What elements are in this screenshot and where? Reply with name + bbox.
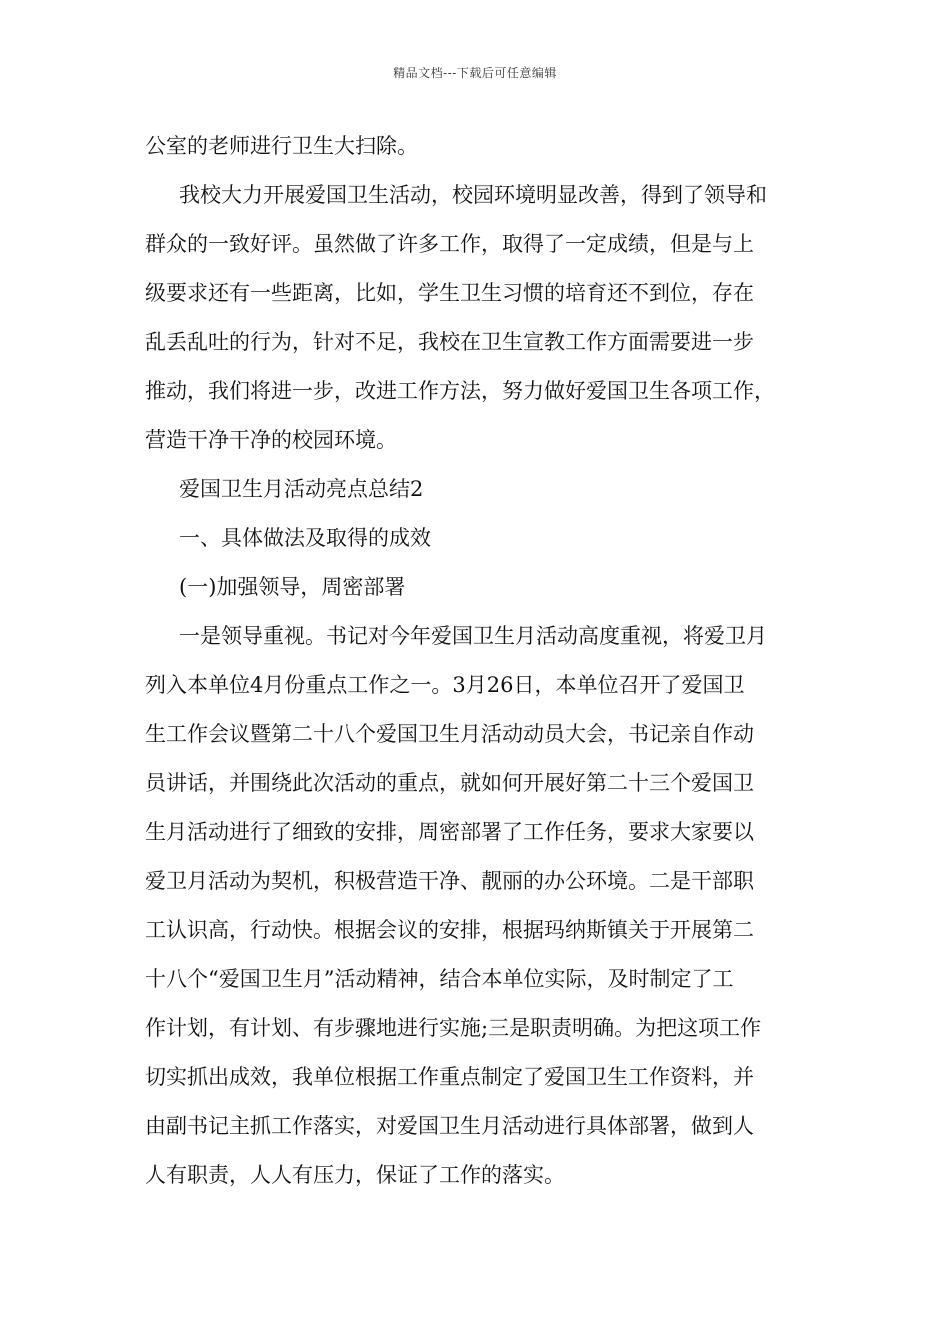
text-line: 乱丢乱吐的行为，针对不足，我校在卫生宣教工作方面需要进一步	[145, 330, 754, 354]
text-line: 营造干净干净的校园环境。	[145, 428, 397, 452]
document-body	[145, 122, 835, 1200]
text-line: 生月活动进行了细致的安排，周密部署了工作任务，要求大家要以	[145, 820, 754, 844]
text-line: 员讲话，并围绕此次活动的重点，就如何开展好第二十三个爱国卫	[145, 771, 754, 795]
text-line: 我校大力开展爱国卫生活动，校园环境明显改善，得到了领导和	[179, 183, 767, 207]
text-line: 公室的老师进行卫生大扫除。	[145, 134, 418, 158]
text-line: 一是领导重视。书记对今年爱国卫生月活动高度重视，将爱卫月	[179, 624, 767, 648]
text-line: 切实抓出成效，我单位根据工作重点制定了爱国卫生工作资料，并	[145, 1065, 754, 1089]
text-line: (一)加强领导，周密部署	[179, 575, 406, 599]
text-line: 列入本单位4月份重点工作之一。3月26日，本单位召开了爱国卫	[145, 673, 745, 697]
text-line: 爱卫月活动为契机，积极营造干净、靓丽的办公环境。二是干部职	[145, 869, 754, 893]
text-line: 由副书记主抓工作落实，对爱国卫生月活动进行具体部署，做到人	[145, 1114, 754, 1138]
page-header: 精品文档---下载后可任意编辑	[393, 66, 557, 80]
text-line: 一、具体做法及取得的成效	[179, 526, 431, 550]
text-line: 生工作会议暨第二十八个爱国卫生月活动动员大会，书记亲自作动	[145, 722, 754, 746]
text-line: 工认识高，行动快。根据会议的安排，根据玛纳斯镇关于开展第二	[145, 918, 754, 942]
text-line: 级要求还有一些距离，比如，学生卫生习惯的培育还不到位，存在	[145, 281, 754, 305]
text-line: 推动，我们将进一步，改进工作方法，努力做好爱国卫生各项工作，	[145, 379, 775, 403]
text-line: 人有职责，人人有压力，保证了工作的落实。	[145, 1163, 565, 1187]
text-line: 爱国卫生月活动亮点总结2	[179, 477, 424, 501]
text-line: 群众的一致好评。虽然做了许多工作，取得了一定成绩，但是与上	[145, 232, 754, 256]
text-line: 十八个“爱国卫生月”活动精神，结合本单位实际，及时制定了工	[145, 967, 734, 991]
text-line: 作计划，有计划、有步骤地进行实施;三是职责明确。为把这项工作	[145, 1016, 762, 1040]
